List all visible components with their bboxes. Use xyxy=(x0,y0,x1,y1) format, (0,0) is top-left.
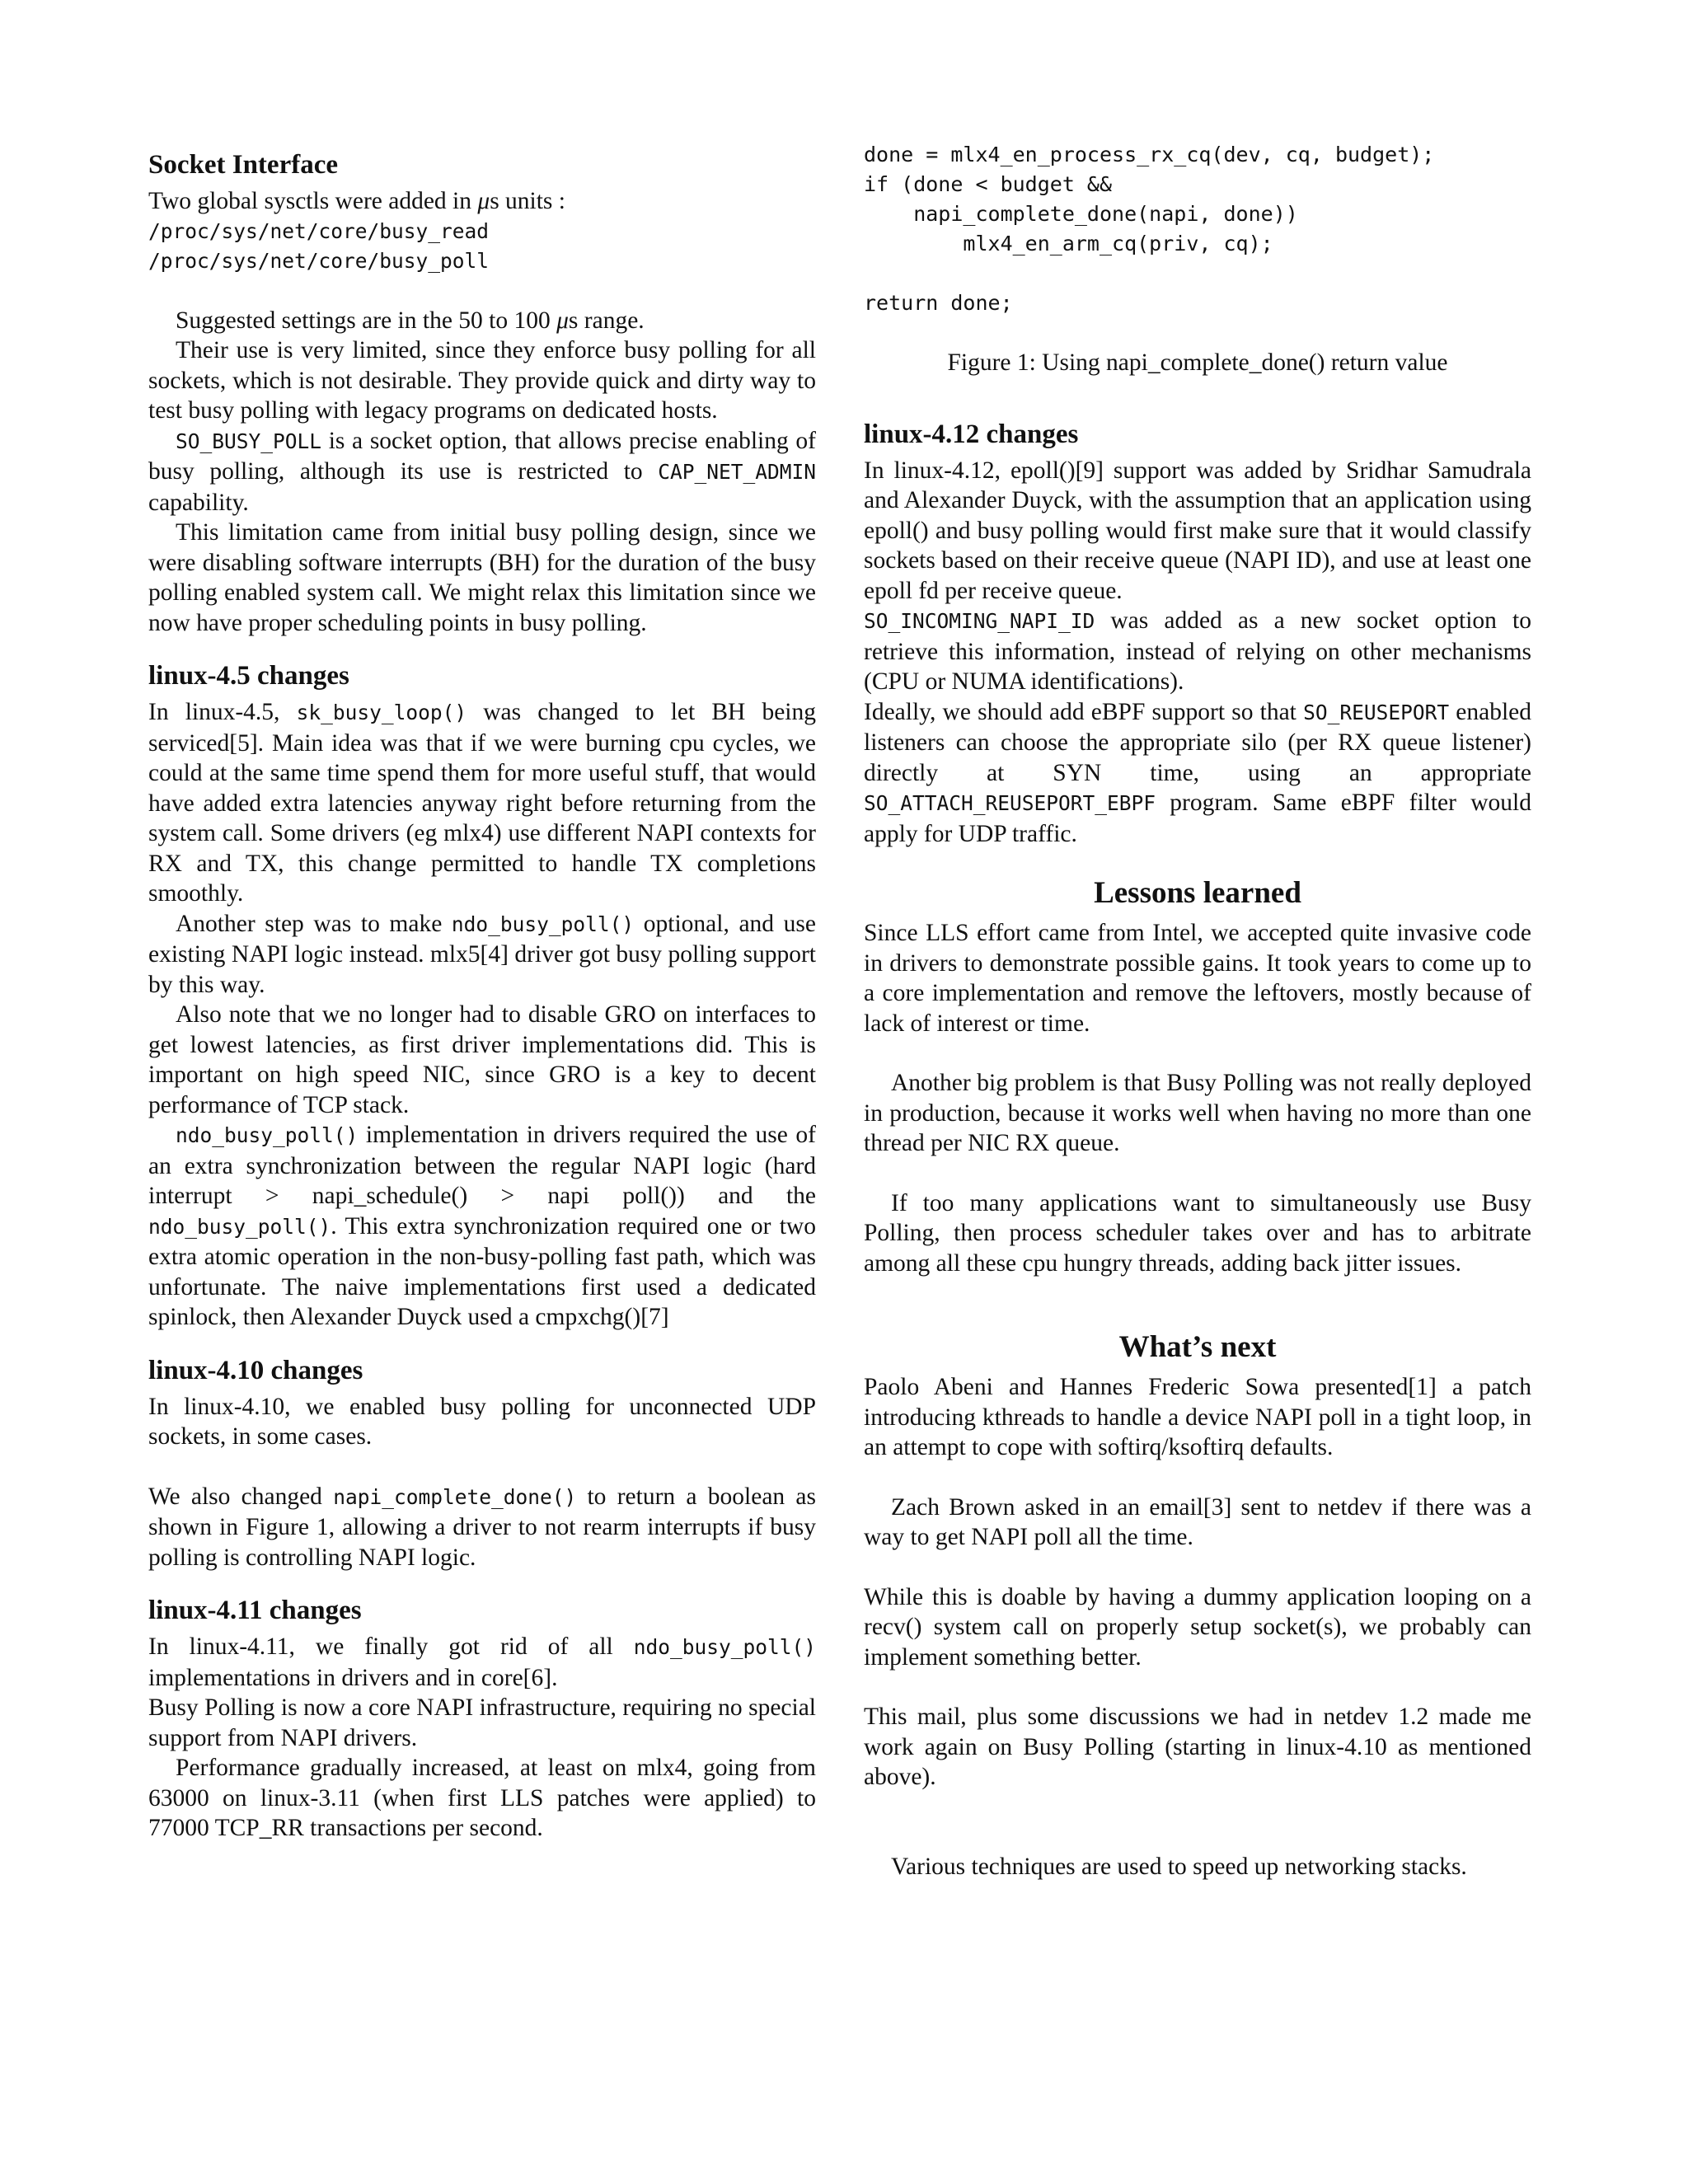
paragraph-another-step: Another step was to make ndo_busy_poll() optional, and use existing NAPI logic instead. mlx5[4] driver got busy polling support by this way. xyxy=(148,910,816,998)
paragraph-so-busy-poll: SO_BUSY_POLL is a socket option, that allows precise enabling of busy polling, although its use is restricted to CAP_NET_ADMIN capability. xyxy=(148,427,816,516)
code-line: napi_complete_done(napi, done)) xyxy=(864,202,1298,226)
paragraph-next-4: This mail, plus some discussions we had in netdev 1.2 made me work again on Busy Polling (starting in linux-4.10 as mentioned above). xyxy=(864,1704,1531,1790)
paragraph-lessons-1: Since LLS effort came from Intel, we accepted quite invasive code in drivers to demonstrate possible gains. It took years to come up to a core implementation and remove the leftovers, mostly because of lack of interest or time. xyxy=(864,920,1531,1037)
heading-socket-interface: Socket Interface xyxy=(148,150,339,180)
code-line: if (done < budget && xyxy=(864,172,1113,196)
paragraph-lessons-2: Another big problem is that Busy Polling was not really deployed in production, because it works well when having no more than one thread per NIC RX queue. xyxy=(864,1070,1531,1156)
paragraph-lessons-3: If too many applications want to simultaneously use Busy Polling, then process scheduler takes over and has to arbitrate among all these cpu hungry threads, adding back jitter issues. xyxy=(864,1189,1531,1277)
heading-linux-4-10: linux-4.10 changes xyxy=(148,1355,363,1385)
heading-linux-4-11: linux-4.11 changes xyxy=(148,1596,362,1625)
paragraph-next-2: Zach Brown asked in an email[3] sent to netdev if there was a way to get NAPI poll all the time. xyxy=(864,1493,1531,1550)
paragraph-next-3: While this is doable by having a dummy application looping on a recv() system call on properly setup socket(s), we probably can implement something better. xyxy=(864,1583,1531,1671)
heading-lessons-learned: Lessons learned xyxy=(1094,876,1301,910)
paragraph-linux-4-11: In linux-4.11, we finally got rid of all ndo_busy_poll() implementations in drivers and in core[6]. xyxy=(148,1633,816,1691)
paragraph-ebpf: Ideally, we should add eBPF support so that SO_REUSEPORT enabled listeners can choose the appropriate silo (per RX queue listener) directly at SYN time, using an appropriate SO_ATTACH_REUSEPORT_EBPF program. Same eBPF filter would apply for UDP traffic. xyxy=(864,698,1532,847)
paragraph-next-1: Paolo Abeni and Hannes Frederic Sowa presented[1] a patch introducing kthreads to handle a device NAPI poll in a tight loop, in an attempt to cope with softirq/ksoftirq defaults. xyxy=(864,1374,1531,1460)
paragraph-napi-complete-done: We also changed napi_complete_done() to return a boolean as shown in Figure 1, allowing a driver to not rearm interrupts if busy polling is controlling NAPI logic. xyxy=(148,1483,817,1571)
heading-linux-4-12: linux-4.12 changes xyxy=(864,419,1079,449)
paragraph-gro: Also note that we no longer had to disable GRO on interfaces to get lowest latencies, as first driver implementations did. This is important on high speed NIC, since GRO is a key to decent performance of TCP stack. xyxy=(148,1001,816,1118)
paragraph-performance: Performance gradually increased, at least on mlx4, going from 63000 on linux-3.11 (when first LLS patches were applied) to 77000 TCP_RR transactions per second. xyxy=(148,1755,816,1841)
code-line xyxy=(864,259,1531,288)
right-column xyxy=(864,140,1531,1882)
paragraph-suggested: Suggested settings are in the 50 to 100 μs range. xyxy=(176,307,645,334)
paragraph-ndo-implementation: ndo_busy_poll() implementation in drivers required the use of an extra synchronization between the regular NAPI logic (hard interrupt > napi_schedule() > napi poll()) and the ndo_busy_poll(). This extra synchronization required one or two extra atomic operation in the non-busy-polling fast path, which was unfortunate. The naive implementations first used a dedicated spinlock, then Alexander Duyck used a cmpxchg()[7] xyxy=(148,1122,816,1330)
paragraph-incoming-napi-id: SO_INCOMING_NAPI_ID was added as a new socket option to retrieve this information, instead of relying on other mechanisms (CPU or NUMA identifications). xyxy=(864,607,1531,695)
figure-1-caption: Figure 1: Using napi_complete_done() return value xyxy=(947,349,1448,376)
paragraph-core-napi: Busy Polling is now a core NAPI infrastructure, requiring no special support from NAPI drivers. xyxy=(148,1694,816,1751)
left-column xyxy=(148,140,816,1844)
sysctl-path-busy-poll: /proc/sys/net/core/busy_poll xyxy=(148,248,490,273)
paragraph-sysctl-intro: Two global sysctls were added in μs units : xyxy=(148,188,565,214)
paragraph-linux-4-5: In linux-4.5, sk_busy_loop() was changed to let BH being serviced[5]. Main idea was that if we were burning cpu cycles, we could at the same time spend them for more useful stuff, that would have added extra latencies anyway right before returning from the system call. Some drivers (eg mlx4) use different NAPI contexts for RX and TX, this change permitted to handle TX completions smoothly. xyxy=(148,699,816,907)
paragraph-next-5: Various techniques are used to speed up networking stacks. xyxy=(891,1853,1467,1880)
paragraph-linux-4-10: In linux-4.10, we enabled busy polling for unconnected UDP sockets, in some cases. xyxy=(148,1393,816,1450)
code-line: return done; xyxy=(864,291,1013,315)
code-listing-figure-1 xyxy=(864,140,1531,318)
paragraph-linux-4-12: In linux-4.12, epoll()[9] support was added by Sridhar Samudrala and Alexander Duyck, with the assumption that an application using epoll() and busy polling would first make sure that it would classify sockets based on their receive queue (NAPI ID), and use at least one epoll fd per receive queue. xyxy=(864,457,1531,604)
paragraph-limited: Their use is very limited, since they enforce busy polling for all sockets, which is not desirable. They provide quick and dirty way to test busy polling with legacy programs on dedicated hosts. xyxy=(148,337,816,424)
code-line: mlx4_en_arm_cq(priv, cq); xyxy=(864,232,1273,255)
code-line: done = mlx4_en_process_rx_cq(dev, cq, budget); xyxy=(864,143,1435,166)
sysctl-path-busy-read: /proc/sys/net/core/busy_read xyxy=(148,218,490,243)
heading-linux-4-5: linux-4.5 changes xyxy=(148,661,349,691)
heading-whats-next: What’s next xyxy=(1118,1330,1277,1364)
paragraph-limitation: This limitation came from initial busy polling design, since we were disabling software interrupts (BH) for the duration of the busy polling enabled system call. We might relax this limitation since we now have proper scheduling points in busy polling. xyxy=(148,519,816,636)
